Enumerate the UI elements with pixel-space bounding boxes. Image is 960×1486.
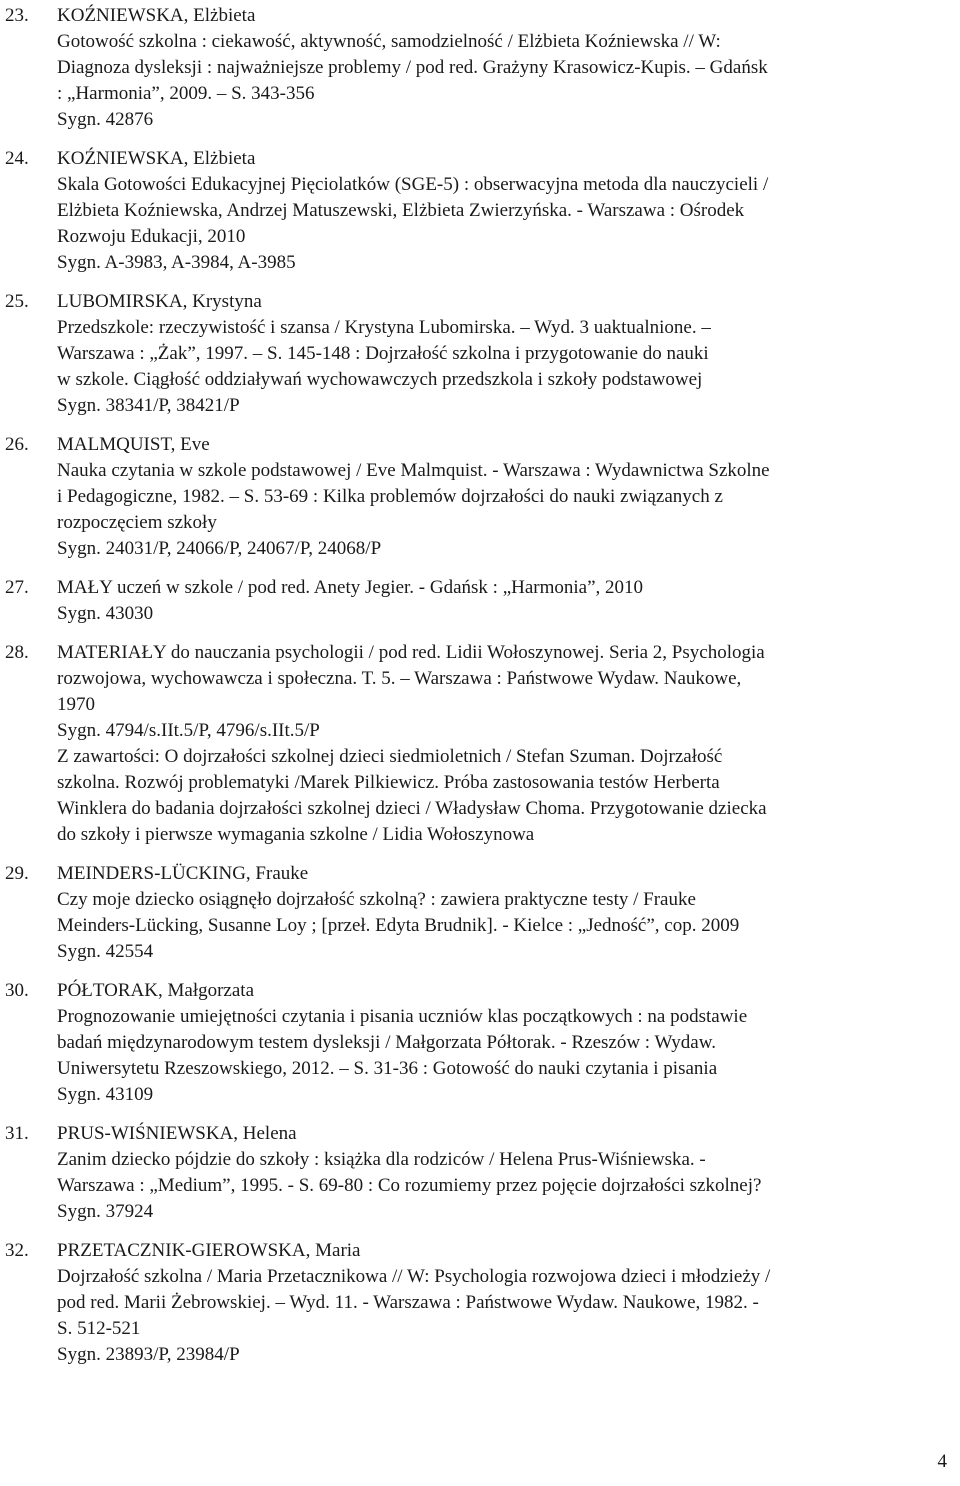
- entry-line: badań międzynarodowym testem dysleksji / Małgorzata Półtorak. - Rzeszów : Wydaw.: [57, 1032, 716, 1053]
- entry-number: 23.: [5, 5, 29, 26]
- entry-number: 30.: [5, 980, 29, 1001]
- entry-call-number: Sygn. 42554: [57, 941, 154, 962]
- entry-author: LUBOMIRSKA, Krystyna: [57, 291, 262, 312]
- entry-line: w szkole. Ciągłość oddziaływań wychowawczych przedszkola i szkoły podstawowej: [57, 369, 703, 390]
- entry-author: KOŹNIEWSKA, Elżbieta: [57, 5, 256, 26]
- entry-author: MEINDERS-LÜCKING, Frauke: [57, 863, 309, 884]
- entry-number: 24.: [5, 148, 29, 169]
- entry-29: [0, 861, 960, 965]
- entry-call-number: Sygn. 37924: [57, 1201, 154, 1222]
- entry-23: [0, 3, 960, 133]
- entry-number: 27.: [5, 577, 29, 598]
- entry-line: 1970: [57, 694, 95, 715]
- entry-author: PÓŁTORAK, Małgorzata: [57, 980, 255, 1001]
- entry-line: rozpoczęciem szkoły: [57, 512, 217, 533]
- entry-line: Diagnoza dysleksji : najważniejsze problemy / pod red. Grażyny Krasowicz-Kupis. – Gdańsk: [57, 57, 768, 78]
- entry-number: 28.: [5, 642, 29, 663]
- entry-line: Skala Gotowości Edukacyjnej Pięciolatków (SGE-5) : obserwacyjna metoda dla nauczycieli /: [57, 174, 769, 195]
- entry-call-number: Sygn. 43109: [57, 1084, 154, 1105]
- entry-line: S. 512-521: [57, 1318, 141, 1339]
- entry-call-number: Sygn. 38341/P, 38421/P: [57, 395, 240, 416]
- entry-line: pod red. Marii Żebrowskiej. – Wyd. 11. - Warszawa : Państwowe Wydaw. Naukowe, 1982. -: [57, 1292, 759, 1313]
- entry-title: MATERIAŁY do nauczania psychologii / pod red. Lidii Wołoszynowej. Seria 2, Psychologia: [57, 642, 765, 663]
- entry-line: Dojrzałość szkolna / Maria Przetacznikowa // W: Psychologia rozwojowa dzieci i młodzieży /: [57, 1266, 771, 1287]
- entry-27: [0, 575, 960, 627]
- entry-call-number: Sygn. A-3983, A-3984, A-3985: [57, 252, 296, 273]
- bibliography-list: [0, 3, 960, 1368]
- entry-line: Nauka czytania w szkole podstawowej / Eve Malmquist. - Warszawa : Wydawnictwa Szkolne: [57, 460, 770, 481]
- entry-number: 25.: [5, 291, 29, 312]
- entry-31: [0, 1121, 960, 1225]
- entry-author: PRZETACZNIK-GIEROWSKA, Maria: [57, 1240, 361, 1261]
- entry-contents: Winklera do badania dojrzałości szkolnej dzieci / Władysław Choma. Przygotowanie dziecka: [57, 798, 767, 819]
- entry-line: Elżbieta Koźniewska, Andrzej Matuszewski, Elżbieta Zwierzyńska. - Warszawa : Ośrodek: [57, 200, 745, 221]
- entry-call-number: Sygn. 42876: [57, 109, 154, 130]
- entry-number: 26.: [5, 434, 29, 455]
- entry-author: PRUS-WIŚNIEWSKA, Helena: [57, 1123, 297, 1144]
- entry-call-number: Sygn. 43030: [57, 603, 154, 624]
- entry-24: [0, 146, 960, 276]
- entry-author: MALMQUIST, Eve: [57, 434, 210, 455]
- entry-contents: Z zawartości: O dojrzałości szkolnej dzieci siedmioletnich / Stefan Szuman. Dojrzałość: [57, 746, 723, 767]
- entry-line: Warszawa : „Żak”, 1997. – S. 145-148 : Dojrzałość szkolna i przygotowanie do nauki: [57, 343, 709, 364]
- entry-number: 29.: [5, 863, 29, 884]
- entry-line: Gotowość szkolna : ciekawość, aktywność, samodzielność / Elżbieta Koźniewska // W:: [57, 31, 721, 52]
- entry-line: rozwojowa, wychowawcza i społeczna. T. 5. – Warszawa : Państwowe Wydaw. Naukowe,: [57, 668, 742, 689]
- entry-28: [0, 640, 960, 848]
- entry-call-number: Sygn. 4794/s.IIt.5/P, 4796/s.IIt.5/P: [57, 720, 320, 741]
- entry-line: Meinders-Lücking, Susanne Loy ; [przeł. Edyta Brudnik]. - Kielce : „Jedność”, cop. 2009: [57, 915, 740, 936]
- entry-26: [0, 432, 960, 562]
- entry-line: Przedszkole: rzeczywistość i szansa / Krystyna Lubomirska. – Wyd. 3 uaktualnione. –: [57, 317, 711, 338]
- entry-title: MAŁY uczeń w szkole / pod red. Anety Jegier. - Gdańsk : „Harmonia”, 2010: [57, 577, 644, 598]
- entry-number: 32.: [5, 1240, 29, 1261]
- entry-line: Zanim dziecko pójdzie do szkoły : książka dla rodziców / Helena Prus-Wiśniewska. -: [57, 1149, 706, 1170]
- entry-line: : „Harmonia”, 2009. – S. 343-356: [57, 83, 315, 104]
- entry-25: [0, 289, 960, 419]
- entry-call-number: Sygn. 23893/P, 23984/P: [57, 1344, 240, 1365]
- entry-line: i Pedagogiczne, 1982. – S. 53-69 : Kilka problemów dojrzałości do nauki związanych z: [57, 486, 723, 507]
- entry-contents: do szkoły i pierwsze wymagania szkolne / Lidia Wołoszynowa: [57, 824, 535, 845]
- entry-32: [0, 1238, 960, 1368]
- entry-line: Prognozowanie umiejętności czytania i pisania uczniów klas początkowych : na podstawie: [57, 1006, 748, 1027]
- page-number: 4: [937, 1451, 947, 1472]
- entry-line: Uniwersytetu Rzeszowskiego, 2012. – S. 31-36 : Gotowość do nauki czytania i pisania: [57, 1058, 718, 1079]
- entry-number: 31.: [5, 1123, 29, 1144]
- entry-line: Czy moje dziecko osiągnęło dojrzałość szkolną? : zawiera praktyczne testy / Frauke: [57, 889, 696, 910]
- entry-30: [0, 978, 960, 1108]
- entry-line: Rozwoju Edukacji, 2010: [57, 226, 246, 247]
- entry-contents: szkolna. Rozwój problematyki /Marek Pilkiewicz. Próba zastosowania testów Herberta: [57, 772, 720, 793]
- entry-line: Warszawa : „Medium”, 1995. - S. 69-80 : Co rozumiemy przez pojęcie dojrzałości szkolnej?: [57, 1175, 762, 1196]
- entry-call-number: Sygn. 24031/P, 24066/P, 24067/P, 24068/P: [57, 538, 382, 559]
- entry-author: KOŹNIEWSKA, Elżbieta: [57, 148, 256, 169]
